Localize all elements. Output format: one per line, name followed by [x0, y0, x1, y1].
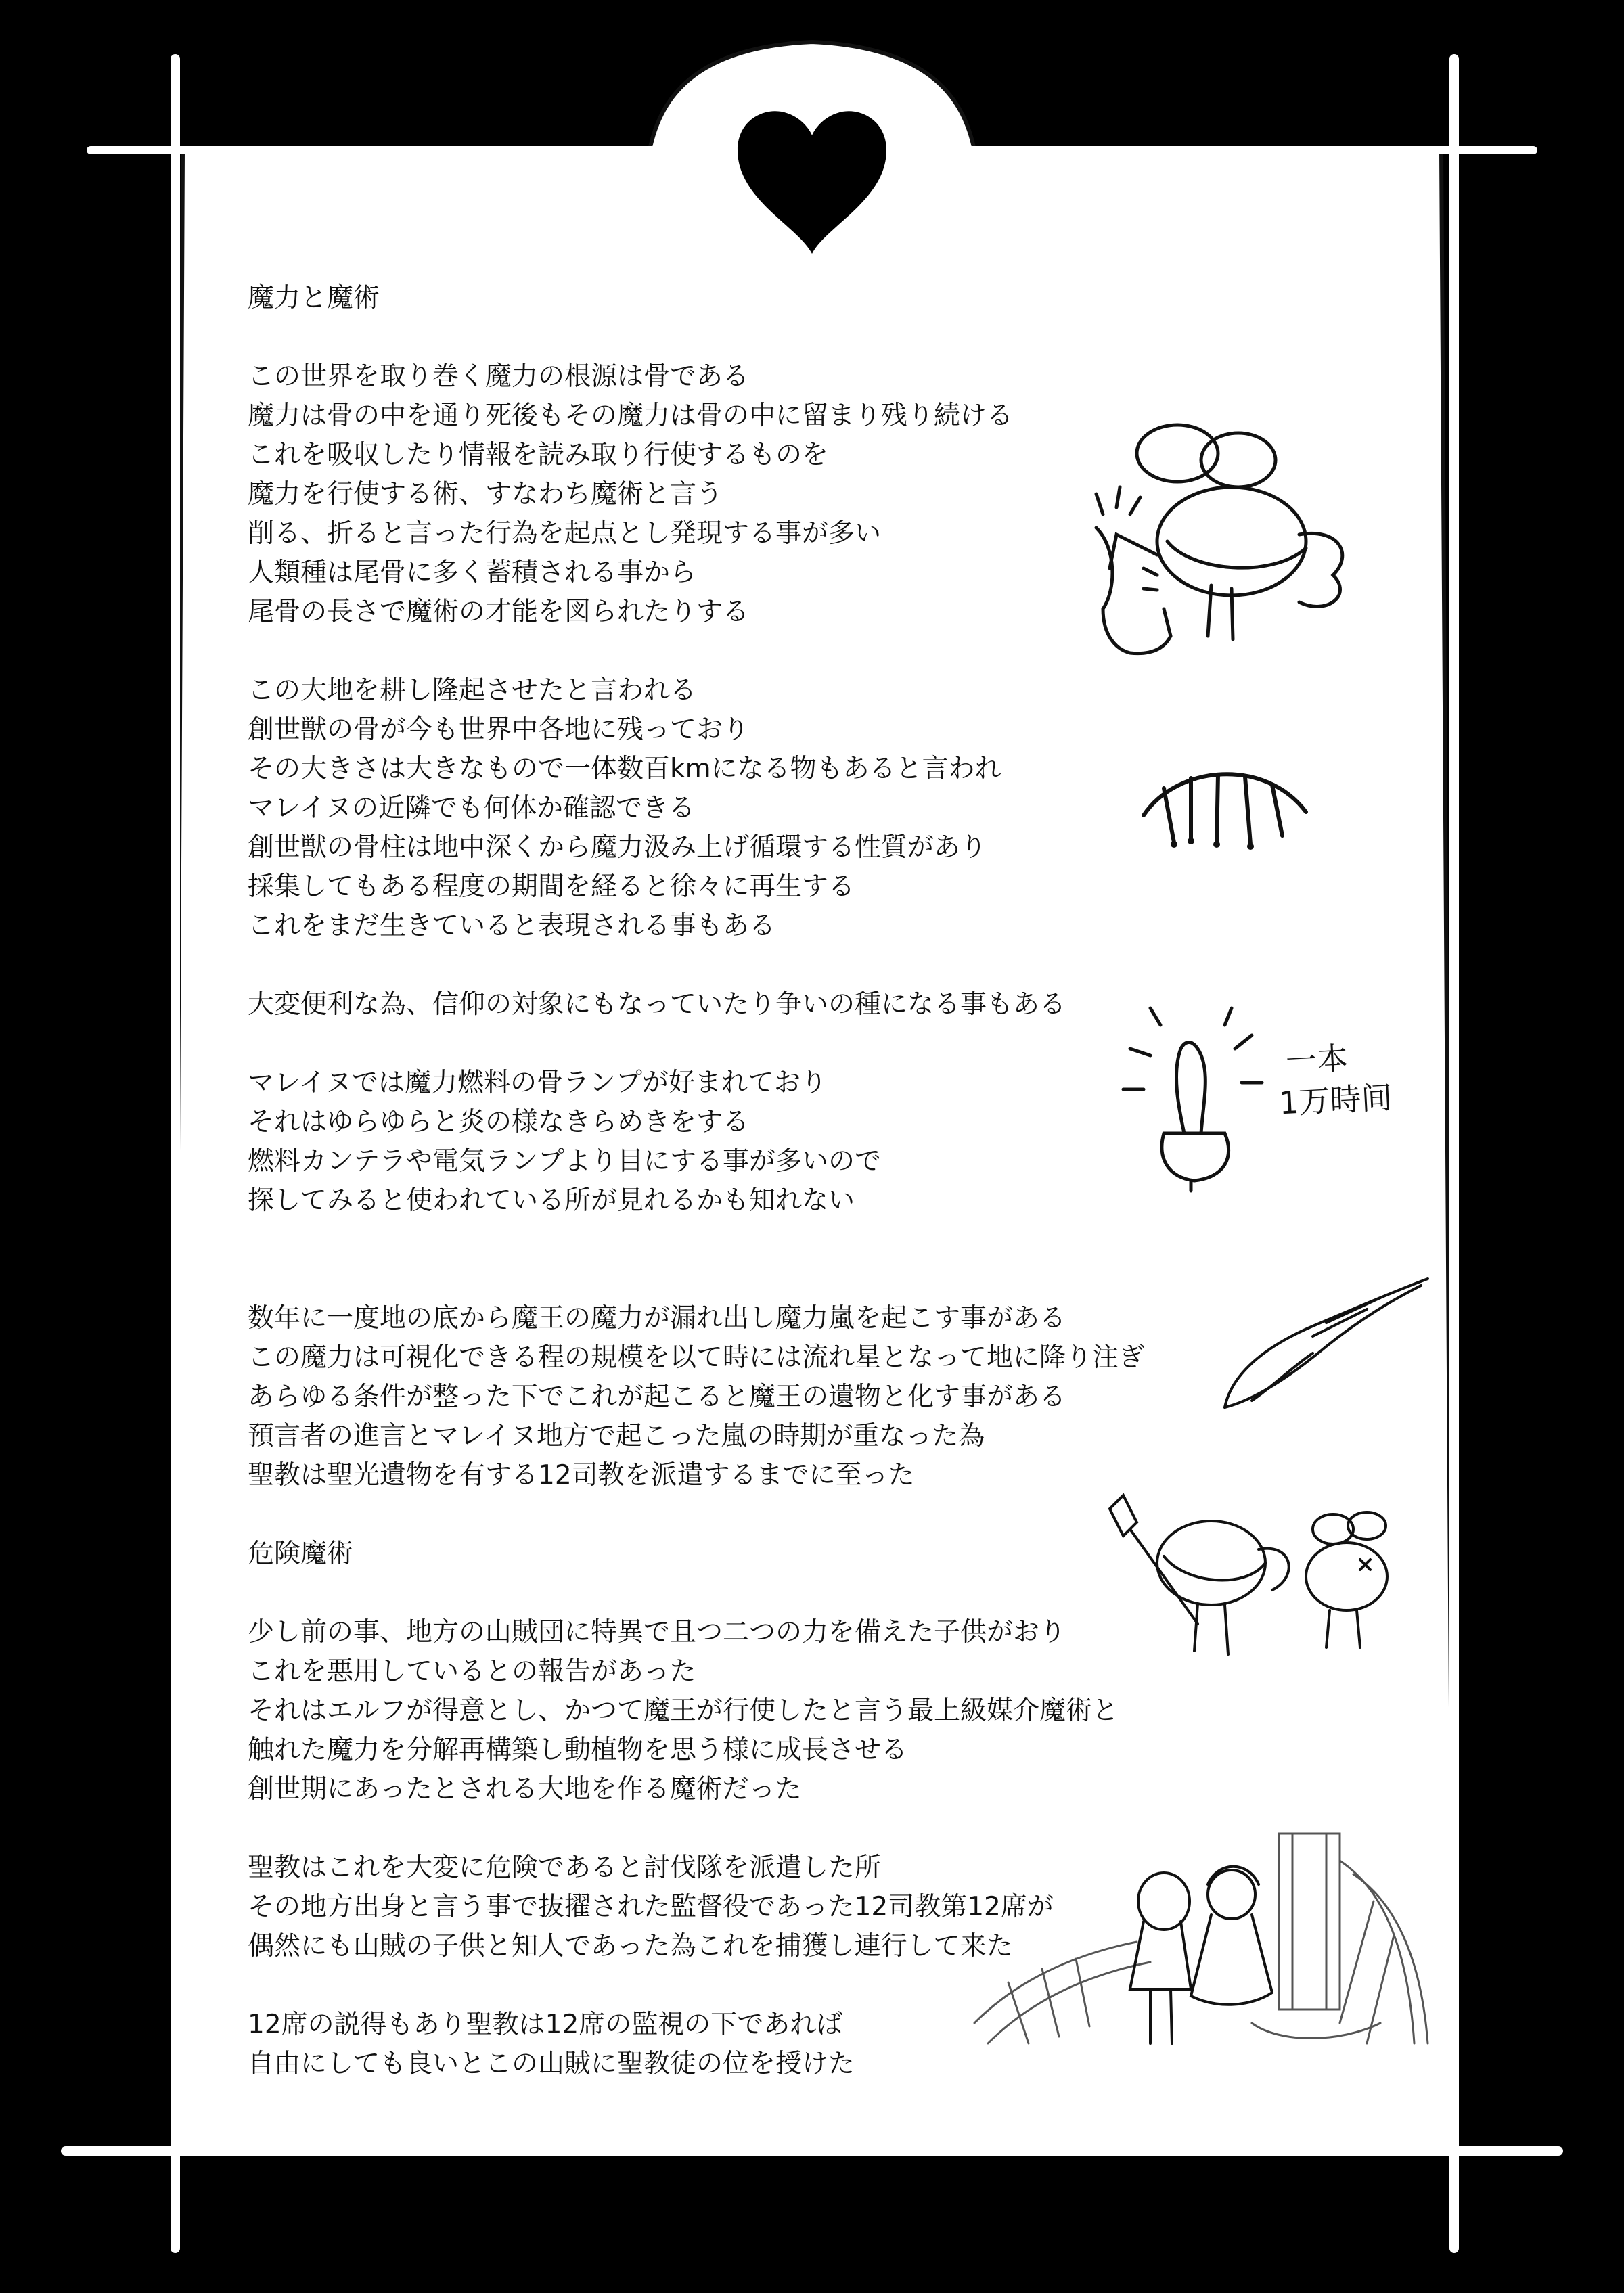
text-line: 探してみると使われている所が見れるかも知れない: [248, 1185, 855, 1216]
heading-dangerous-magic: 危険魔術: [248, 1539, 354, 1569]
text-line: 聖教は聖光遺物を有する12司教を派遣するまでに至った: [248, 1460, 915, 1491]
text-line: 創世獣の骨柱は地中深くから魔力汲み上げ循環する性質があり: [248, 832, 987, 863]
text-line: 聖教はこれを大変に危険であると討伐隊を派遣した所: [248, 1853, 882, 1883]
text-line: この世界を取り巻く魔力の根源は骨である: [248, 361, 750, 392]
text-line: 魔力を行使する術、すなわち魔術と言う: [248, 479, 723, 509]
text-line: 魔力は骨の中を通り死後もその魔力は骨の中に留まり残り続ける: [248, 401, 1014, 431]
sketch-chibi-bone: [1056, 413, 1394, 677]
text-line: マレイヌでは魔力燃料の骨ランプが好まれており: [248, 1068, 828, 1098]
text-line: 預言者の進言とマレイヌ地方で起こった嵐の時期が重なった為: [248, 1421, 985, 1451]
text-line: 創世獣の骨が今も世界中各地に残っており: [248, 714, 750, 745]
text-line: 尾骨の長さで魔術の才能を図られたりする: [248, 597, 750, 627]
left-post: [171, 54, 180, 2253]
text-line: 燃料カンテラや電気ランプより目にする事が多いので: [248, 1146, 882, 1177]
text-line: マレイヌの近隣でも何体か確認できる: [248, 793, 696, 823]
sketch-bone-lamp: [1116, 995, 1272, 1204]
text-line: 採集してもある程度の期間を経ると徐々に再生する: [248, 871, 855, 902]
text-line: 偶然にも山賊の子供と知人であった為これを捕獲し連行して来た: [248, 1931, 1013, 1961]
text-line: 人類種は尾骨に多く蓄積される事から: [248, 558, 697, 588]
text-line: この魔力は可視化できる程の規模を以て時には流れ星となって地に降り注ぎ: [248, 1342, 1146, 1373]
text-line: この大地を耕し隆起させたと言われる: [248, 675, 697, 706]
text-line: 少し前の事、地方の山賊団に特異で且つ二つの力を備えた子供がおり: [248, 1617, 1066, 1648]
sketch-falling-star: [1211, 1272, 1435, 1428]
text-line: それはゆらゆらと炎の様なきらめきをする: [248, 1107, 750, 1137]
text-line: その地方出身と言う事で抜擢された監督役であった12司教第12席が: [248, 1892, 1054, 1922]
sketch-room-scene: [961, 1820, 1435, 2064]
text-line: 12席の説得もあり聖教は12席の監視の下であれば: [248, 2010, 843, 2040]
text-line: それはエルフが得意とし、かつて魔王が行使したと言う最上級媒介魔術と: [248, 1696, 1119, 1726]
sketch-two-chibis: [1096, 1489, 1407, 1664]
text-line: 創世期にあったとされる大地を作る魔術だった: [248, 1774, 802, 1804]
bottom-rod: [61, 2146, 1563, 2156]
text-line: 自由にしても良いとこの山賊に聖教徒の位を授けた: [248, 2049, 855, 2079]
text-line: 数年に一度地の底から魔王の魔力が漏れ出し魔力嵐を起こす事がある: [248, 1303, 1066, 1334]
right-post: [1449, 54, 1459, 2253]
text-line: これを吸収したり情報を読み取り行使するものを: [248, 440, 829, 470]
text-line: これをまだ生きていると表現される事もある: [248, 911, 776, 941]
text-line: 大変便利な為、信仰の対象にもなっていたり争いの種になる事もある: [248, 989, 1066, 1020]
heading-magic-and-sorcery: 魔力と魔術: [248, 283, 380, 313]
text-line: これを悪用しているとの報告があった: [248, 1656, 696, 1687]
lamp-note-line1: 一本: [1284, 1039, 1349, 1080]
text-line: 削る、折ると言った行為を起点とし発現する事が多い: [248, 518, 882, 549]
lamp-note-line2: 1万時间: [1278, 1079, 1393, 1122]
sketch-bone-pillars: [1137, 758, 1313, 859]
text-line: あらゆる条件が整った下でこれが起こると魔王の遺物と化す事がある: [248, 1382, 1066, 1412]
text-line: その大きさは大きなもので一体数百kmになる物もあると言われ: [248, 754, 1001, 784]
text-line: 触れた魔力を分解再構築し動植物を思う様に成長させる: [248, 1735, 908, 1765]
